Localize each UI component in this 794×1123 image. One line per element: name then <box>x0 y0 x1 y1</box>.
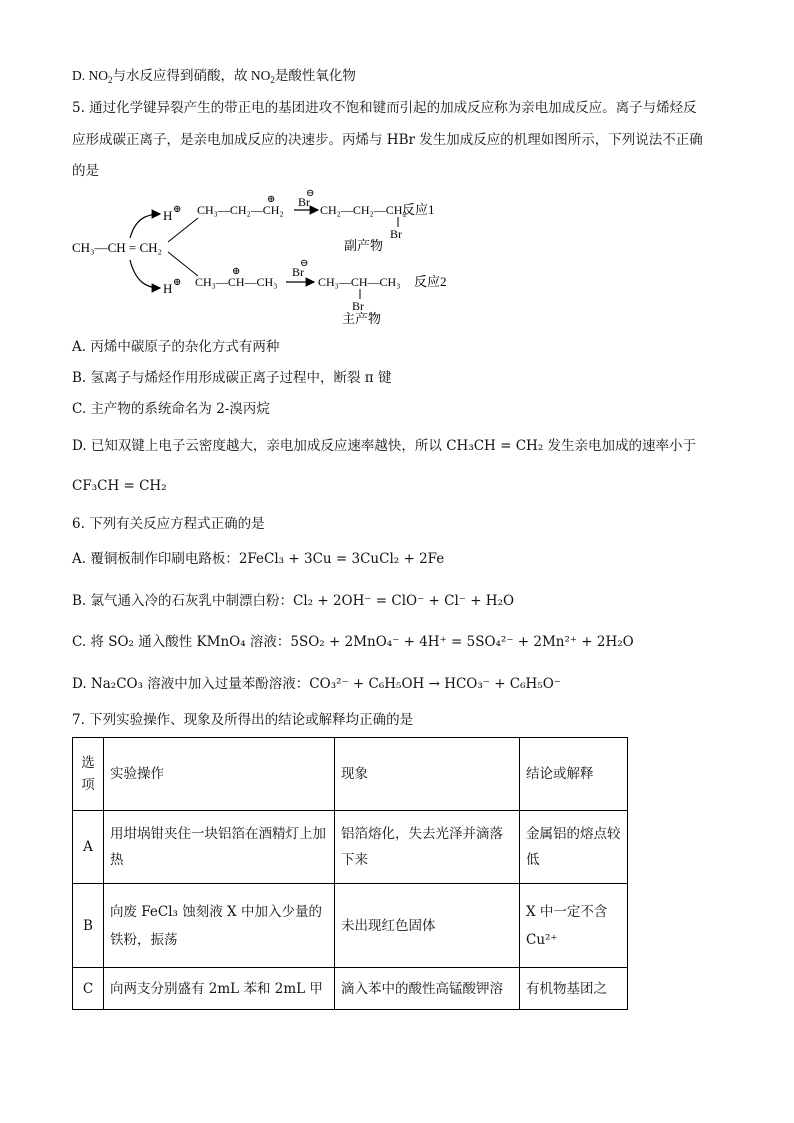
side-product-br: Br <box>390 227 402 241</box>
reaction-1-label: 反应1 <box>402 202 435 217</box>
q5-option-c: C. 主产物的系统命名为 2-溴丙烷 <box>72 401 270 417</box>
br-minus-lower: Br <box>292 265 304 279</box>
header-option: 选项 <box>73 738 104 811</box>
row-a-operation: 用坩埚钳夹住一块铝箔在酒精灯上加热 <box>104 811 335 884</box>
q5-option-a: A. 丙烯中碳原子的杂化方式有两种 <box>72 339 280 355</box>
row-a-option: A <box>73 811 104 884</box>
header-conclusion: 结论或解释 <box>520 738 628 811</box>
q5-stem-line1: 5. 通过化学键异裂产生的带正电的基团进攻不饱和键而引起的加成反应称为亲电加成反应。离子与烯烃反 <box>72 100 697 116</box>
branch-line-lower <box>168 252 198 276</box>
side-product-name: 副产物 <box>344 238 384 253</box>
main-product-br: Br <box>352 299 364 313</box>
reactant-propene: CH₃—CH = CH₂ <box>72 240 163 255</box>
q4d-label: D. <box>72 68 86 83</box>
h-plus-lower: H <box>163 281 173 296</box>
experiment-table <box>72 737 628 1010</box>
q6-stem: 6. 下列有关反应方程式正确的是 <box>72 516 265 532</box>
cation-secondary: CH₃—CH—CH₃ <box>195 275 278 289</box>
header-phenomenon: 现象 <box>335 738 520 811</box>
curved-arrow-lower <box>130 260 160 288</box>
plus-sign-upper-h: ⊕ <box>173 204 182 215</box>
reaction-2-label: 反应2 <box>414 274 447 289</box>
q6-option-a: A. 覆铜板制作印刷电路板：2FeCl₃ + 3Cu = 3CuCl₂ + 2Fe <box>72 551 445 567</box>
row-c-option: C <box>73 968 104 1010</box>
cation-primary: CH₃—CH₂—CH₂ <box>197 203 284 217</box>
q5-stem-line3: 的是 <box>72 163 99 179</box>
q5-option-d-line1: D. 已知双键上电子云密度越大，亲电加成反应速率越快，所以 CH₃CH = CH₂ 发生亲电加成的速率小于 <box>72 438 697 454</box>
row-a-phenomenon: 铝箔熔化，失去光泽并滴落下来 <box>335 811 520 884</box>
table-row <box>73 968 628 1010</box>
minus-sign-lower: ⊖ <box>300 258 309 269</box>
main-product-formula: CH₃—CH—CH₃ <box>318 275 401 289</box>
minus-sign-upper: ⊖ <box>306 188 315 199</box>
header-operation: 实验操作 <box>104 738 335 811</box>
branch-line-upper <box>168 218 198 242</box>
plus-sign-lower-h: ⊕ <box>173 277 182 288</box>
q4d-sub-b: 2 <box>270 75 275 85</box>
plus-sign-primary: ⊕ <box>267 194 276 205</box>
row-a-conclusion: 金属铝的熔点较低 <box>520 811 628 884</box>
q4d-text-b: 与水反应得到硝酸，故 NO <box>112 68 271 83</box>
row-b-operation: 向废 FeCl₃ 蚀刻液 X 中加入少量的铁粉，振荡 <box>104 884 335 968</box>
row-b-conclusion: X 中一定不含 Cu²⁺ <box>520 884 628 968</box>
table-row <box>73 884 628 968</box>
side-product-formula: CH₂—CH₂—CH₂ <box>320 203 407 217</box>
q4-option-d <box>72 66 356 90</box>
row-b-option: B <box>73 884 104 968</box>
q5-option-d-line2: CF₃CH = CH₂ <box>72 478 167 494</box>
q6-option-d: D. Na₂CO₃ 溶液中加入过量苯酚溶液：CO₃²⁻ + C₆H₅OH → HCO₃⁻ + C₆H₅O⁻ <box>72 676 561 692</box>
q5-stem-line2: 应形成碳正离子，是亲电加成反应的决速步。丙烯与 HBr 发生加成反应的机理如图所示，下列说法不正确 <box>72 132 703 148</box>
curved-arrow-upper <box>130 214 160 238</box>
h-plus-upper: H <box>163 208 173 223</box>
q4d-text-c: 是酸性氧化物 <box>274 68 356 83</box>
row-c-operation: 向两支分别盛有 2mL 苯和 2mL 甲 <box>104 968 335 1010</box>
row-c-phenomenon: 滴入苯中的酸性高锰酸钾溶 <box>335 968 520 1010</box>
table-header-row <box>73 738 628 811</box>
q6-option-c: C. 将 SO₂ 通入酸性 KMnO₄ 溶液：5SO₂ + 2MnO₄⁻ + 4H⁺ = 5SO₄²⁻ + 2Mn²⁺ + 2H₂O <box>72 634 634 650</box>
q7-stem: 7. 下列实验操作、现象及所得出的结论或解释均正确的是 <box>72 712 414 728</box>
br-minus-upper: Br <box>298 195 310 209</box>
q5-option-b: B. 氢离子与烯烃作用形成碳正离子过程中，断裂 π 键 <box>72 370 392 386</box>
row-c-conclusion: 有机物基团之 <box>520 968 628 1010</box>
reaction-mechanism-diagram <box>60 180 480 330</box>
q6-option-b: B. 氯气通入冷的石灰乳中制漂白粉：Cl₂ + 2OH⁻ = ClO⁻ + Cl⁻ + H₂O <box>72 593 515 609</box>
q4d-text-a: NO <box>88 68 108 83</box>
q4d-sub-a: 2 <box>108 75 113 85</box>
main-product-name: 主产物 <box>342 311 382 326</box>
table-row <box>73 811 628 884</box>
row-b-phenomenon: 未出现红色固体 <box>335 884 520 968</box>
plus-sign-secondary: ⊕ <box>232 266 241 277</box>
